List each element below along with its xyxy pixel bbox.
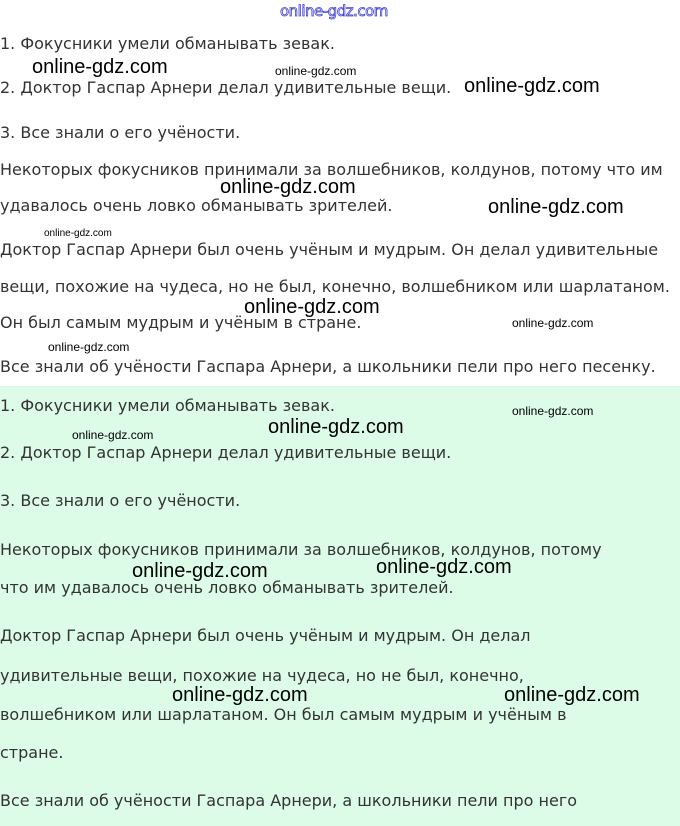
list-item-3: 3. Все знали о его учёности. [0,123,241,142]
watermark: online-gdz.com [464,75,600,97]
watermark: online-gdz.com [32,56,168,78]
watermark: online-gdz.com [376,556,512,578]
watermark: online-gdz.com [44,228,112,239]
list-item-3: 3. Все знали о его учёности. [0,491,241,510]
paragraph-1-line-1: Некоторых фокусников принимали за волшебников, колдунов, потому что им [0,160,663,179]
paragraph-2-line-2: вещи, похожие на чудеса, но не был, конечно, волшебником или шарлатаном. [0,277,670,296]
paragraph-3-line-1: Все знали об учёности Гаспара Арнери, а школьники пели про него песенку. [0,357,656,376]
watermark: online-gdz.com [48,340,130,354]
watermark: online-gdz.com [512,316,594,330]
watermark: online-gdz.com [512,404,594,418]
paragraph-1-line-2: удавалось очень ловко обманывать зрителей. [0,196,393,215]
paragraph-2-line-1: Доктор Гаспар Арнери был очень учёным и мудрым. Он делал [0,626,531,645]
watermark: online-gdz.com [268,416,404,438]
watermark: online-gdz.com [488,196,624,218]
paragraph-2-line-3: Он был самым мудрым и учёным в стране. [0,313,362,332]
list-item-1: 1. Фокусники умели обманывать зевак. [0,34,335,53]
list-item-2: 2. Доктор Гаспар Арнери делал удивительные вещи. [0,443,452,462]
watermark: online-gdz.com [244,296,380,318]
watermark: online-gdz.com [275,64,357,78]
watermark: online-gdz.com [72,428,154,442]
watermark: online-gdz.com [132,560,268,582]
watermark: online-gdz.com [220,176,356,198]
watermark: online-gdz.com [504,684,640,706]
watermark: online-gdz.com [172,684,308,706]
list-item-2: 2. Доктор Гаспар Арнери делал удивительные вещи. [0,78,452,97]
paragraph-1-line-2: что им удавалось очень ловко обманывать зрителей. [0,578,454,597]
paragraph-2-line-4: стране. [0,743,64,762]
paragraph-2-line-2: удивительные вещи, похожие на чудеса, но не был, конечно, [0,666,524,685]
paragraph-3-line-1: Все знали об учёности Гаспара Арнери, а школьники пели про него [0,791,578,810]
paragraph-2-line-3: волшебником или шарлатаном. Он был самым мудрым и учёным в [0,705,567,724]
watermark-top: online-gdz.com [280,2,388,20]
list-item-1: 1. Фокусники умели обманывать зевак. [0,396,335,415]
paragraph-1-line-1: Некоторых фокусников принимали за волшебников, колдунов, потому [0,540,602,559]
paragraph-2-line-1: Доктор Гаспар Арнери был очень учёным и мудрым. Он делал удивительные [0,240,659,259]
